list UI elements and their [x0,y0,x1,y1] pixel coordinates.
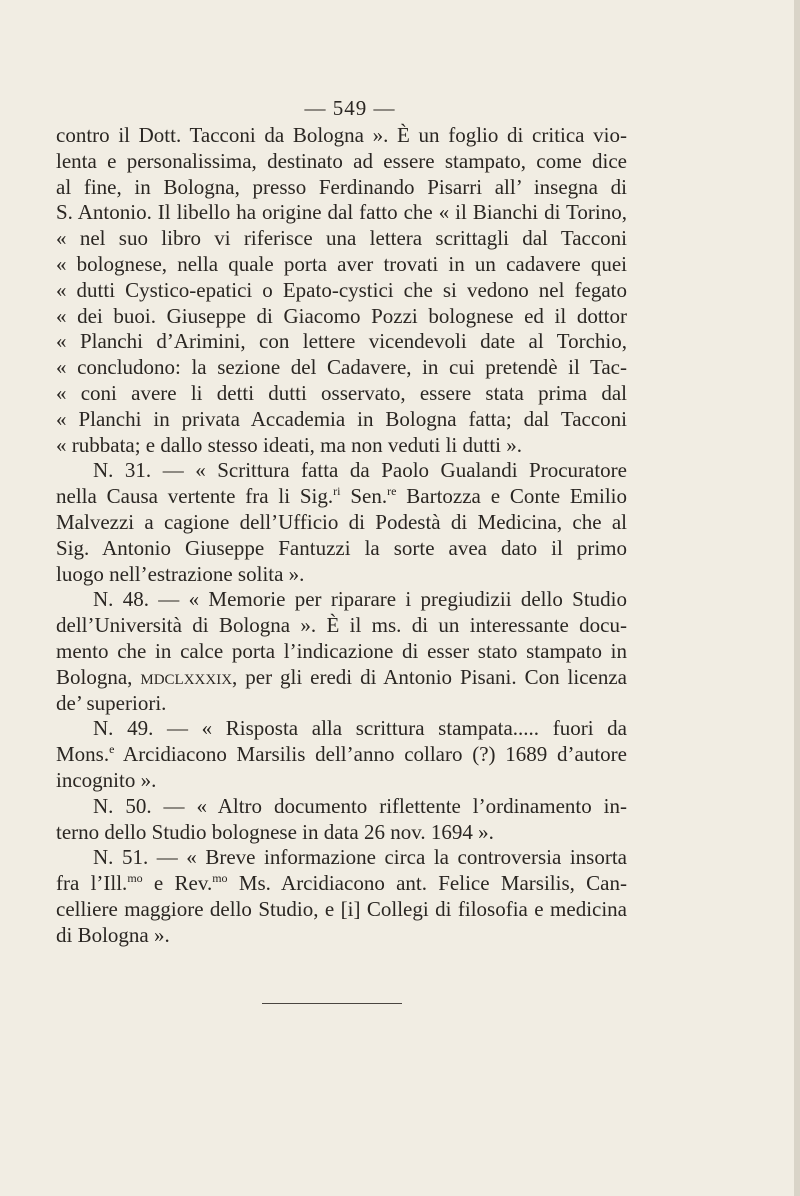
text-run: fra l’Ill. [56,871,128,896]
text-line: incognito ». [56,767,157,792]
text-line [56,871,627,897]
text-run: Mons. [56,742,110,767]
superscript: mo [212,871,228,886]
text-line: « nel suo libro vi riferisce una lettera scrittagli dal Tacconi [56,226,627,251]
text-line: S. Antonio. Il libello ha origine dal fatto che « il Bianchi di Torino, [56,200,627,225]
text-line: N. 51. — « Breve informazione circa la controversia insorta [93,845,627,870]
text-run: nella Causa vertente fra li Sig. [56,484,334,509]
roman-numeral-date: mdclxxxix [140,664,233,689]
page-edge [794,0,800,1196]
text-line: mento che in calce porta l’indicazione di esser stato stampato in [56,638,627,663]
text-line [56,742,627,768]
text-line: « Planchi in privata Accademia in Bologna fatta; dal Tacconi [56,406,627,431]
text-run: , per gli eredi di Antonio Pisani. Con licenza [232,664,627,689]
superscript: e [109,742,115,757]
text-line: contro il Dott. Tacconi da Bologna ». È un foglio di critica vio- [56,123,627,147]
text-line: N. 48. — « Memorie per riparare i pregiudizii dello Studio [93,587,627,612]
text-line: « concludono: la sezione del Cadavere, in cui pretendè il Tac- [56,355,627,380]
text-line: Sig. Antonio Giuseppe Fantuzzi la sorte avea dato il primo [56,535,627,560]
superscript: re [387,484,397,499]
text-run: Bologna, [56,664,141,689]
text-line: celliere maggiore dello Studio, e [i] Collegi di filosofia e medicina [56,896,627,921]
text-line: « dutti Cystico-epatici o Epato-cystici che si vedono nel fegato [56,277,627,302]
closing-rule [262,1003,402,1004]
text-line: Malvezzi a cagione dell’Ufficio di Podestà di Medicina, che al [56,509,627,534]
page-number: — 549 — [304,96,396,120]
text-line: « bolognese, nella quale porta aver trovati in un cadavere quei [56,251,627,276]
superscript: ri [333,484,341,499]
text-line: terno dello Studio bolognese in data 26 nov. 1694 ». [56,819,494,844]
text-line [56,484,627,510]
text-line: de’ superiori. [56,690,167,715]
text-line: « coni avere li detti dutti osservato, essere stata prima dal [56,380,627,405]
text-line: « rubbata; e dallo stesso ideati, ma non veduti li dutti ». [56,432,522,457]
text-run: e Rev. [142,871,213,896]
text-run: Arcidiacono Marsilis dell’anno collaro (?) 1689 d’autore [114,742,627,767]
text-line: « Planchi d’Arimini, con lettere vicendevoli date al Torchio, [56,329,627,354]
text-line [56,665,627,691]
superscript: mo [127,871,143,886]
text-line: dell’Università di Bologna ». È il ms. di un interessante docu- [56,613,627,638]
text-line: al fine, in Bologna, presso Ferdinando Pisarri all’ insegna di [56,174,627,199]
text-line: lenta e personalissima, destinato ad essere stampato, come dice [56,148,627,173]
text-run: Bartozza e Conte Emilio [396,484,628,509]
text-line: « dei buoi. Giuseppe di Giacomo Pozzi bolognese ed il dottor [56,303,627,328]
body-text [56,123,627,949]
text-line: luogo nell’estrazione solita ». [56,561,305,586]
text-line: N. 31. — « Scrittura fatta da Paolo Gualandi Procuratore [93,458,627,483]
text-line: N. 49. — « Risposta alla scrittura stampata..... fuori da [93,716,627,741]
text-run: Sen. [340,484,388,509]
text-line: di Bologna ». [56,922,170,947]
text-run: Ms. Arcidiacono ant. Felice Marsilis, Can- [227,871,627,896]
text-line: N. 50. — « Altro documento riflettente l’ordinamento in- [93,793,627,818]
